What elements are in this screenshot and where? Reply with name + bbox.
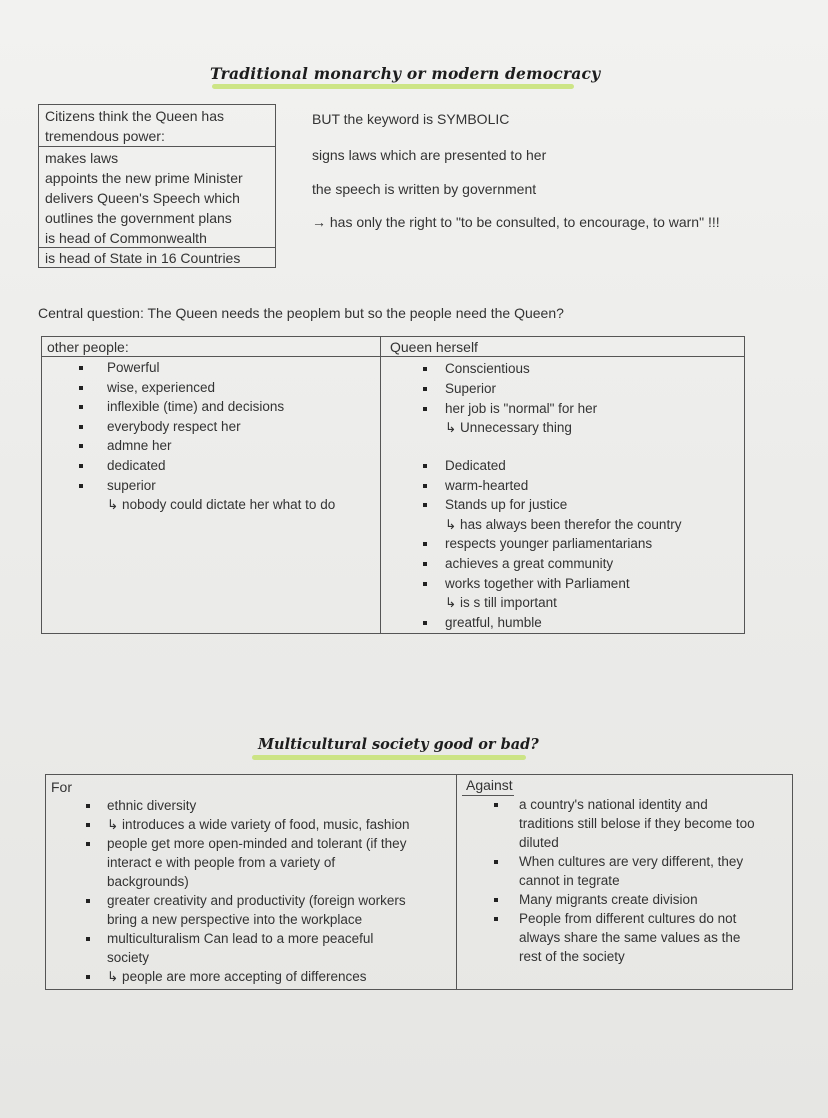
list-item: ↳ has always been therefor the country <box>445 516 682 532</box>
list-item-line: Many migrants create division <box>519 892 698 907</box>
list-item-line: backgrounds) <box>107 874 189 889</box>
list-item: ↳ nobody could dictate her what to do <box>107 497 336 513</box>
list-item-line: People from different cultures do not <box>519 911 737 926</box>
speech-note: the speech is written by government <box>312 181 537 197</box>
bullet-icon <box>423 464 427 468</box>
bullet-icon <box>423 387 427 391</box>
list-item: everybody respect her <box>107 418 241 434</box>
list-item-line: always share the same values as the <box>519 930 741 945</box>
for-header: For <box>51 779 72 795</box>
list-item: ↳ is s till important <box>445 595 557 611</box>
rights-note: → has only the right to "to be consulted, to encourage, to warn" !!! <box>312 214 720 230</box>
title-highlight <box>212 84 574 89</box>
list-item-line: ethnic diversity <box>107 798 197 813</box>
citizens-item: outlines the government plans <box>45 210 232 226</box>
list-item-line: traditions still belose if they become too <box>519 816 755 831</box>
bullet-icon <box>86 823 90 827</box>
list-item-line: rest of the society <box>519 949 625 964</box>
bullet-icon <box>79 386 83 390</box>
list-item: dedicated <box>107 458 166 473</box>
list-item: her job is "normal" for her <box>445 400 598 416</box>
list-item: Powerful <box>107 360 160 375</box>
bullet-icon <box>423 582 427 586</box>
bullet-icon <box>79 484 83 488</box>
list-item: Stands up for justice <box>445 497 568 513</box>
list-item: respects younger parliamentarians <box>445 536 653 552</box>
list-item-line: ↳ introduces a wide variety of food, music, fashion <box>107 817 410 832</box>
bullet-icon <box>79 405 83 409</box>
list-item-line: society <box>107 950 150 965</box>
citizens-header-line-2: tremendous power: <box>45 128 165 144</box>
bullet-icon <box>423 542 427 546</box>
section3-title: Multicultural society good or bad? <box>258 736 539 753</box>
bullet-icon <box>423 367 427 371</box>
section1-title: Traditional monarchy or modern democracy <box>210 64 601 83</box>
citizens-item: appoints the new prime Minister <box>45 170 243 186</box>
citizens-item: is head of State in 16 Countries <box>45 250 241 266</box>
list-item: warm-hearted <box>445 477 529 493</box>
bullet-icon <box>494 803 498 807</box>
bullet-icon <box>86 804 90 808</box>
list-item: wise, experienced <box>107 379 216 395</box>
bullet-icon <box>423 407 427 411</box>
bullet-icon <box>494 898 498 902</box>
central-question: Central question: The Queen needs the peoplem but so the people need the Queen? <box>38 305 564 321</box>
citizens-item: makes laws <box>45 150 119 166</box>
list-item: works together with Parliament <box>445 575 630 591</box>
queen-table-column-rule <box>380 336 381 634</box>
list-item-line: greater creativity and productivity (foreign workers <box>107 893 406 908</box>
citizens-box-divider <box>38 146 276 147</box>
bullet-icon <box>423 503 427 507</box>
list-item: greatful, humble <box>445 614 542 630</box>
list-item: superior <box>107 477 156 493</box>
bullet-icon <box>423 621 427 625</box>
other-people-header: other people: <box>47 339 129 355</box>
against-header-underline <box>462 795 514 796</box>
bullet-icon <box>494 860 498 864</box>
bullet-icon <box>79 425 83 429</box>
bullet-icon <box>79 464 83 468</box>
section3-title-highlight <box>252 755 526 760</box>
queen-herself-header: Queen herself <box>390 339 478 355</box>
list-item-line: a country's national identity and <box>519 797 708 812</box>
against-header: Against <box>466 777 513 793</box>
list-item-line: When cultures are very different, they <box>519 854 744 869</box>
list-item-line: bring a new perspective into the workplace <box>107 912 363 927</box>
list-item: inflexible (time) and decisions <box>107 399 285 415</box>
multicultural-table-column-rule <box>456 774 457 990</box>
bullet-icon <box>423 484 427 488</box>
citizens-header-line-1: Citizens think the Queen has <box>45 108 224 124</box>
bullet-icon <box>86 975 90 979</box>
bullet-icon <box>423 562 427 566</box>
list-item-line: diluted <box>519 835 559 850</box>
bullet-icon <box>494 917 498 921</box>
list-item-line: interact e with people from a variety of <box>107 855 336 870</box>
list-item-line: people get more open-minded and tolerant (if they <box>107 836 407 851</box>
bullet-icon <box>79 366 83 370</box>
list-item: Conscientious <box>445 361 530 376</box>
list-item: admne her <box>107 438 172 454</box>
list-item: achieves a great community <box>445 556 614 571</box>
bullet-icon <box>86 842 90 846</box>
list-item: Superior <box>445 380 497 396</box>
list-item: Dedicated <box>445 458 506 473</box>
list-item: ↳ Unnecessary thing <box>445 420 572 436</box>
list-item-line: ↳ people are more accepting of differences <box>107 969 367 984</box>
bullet-icon <box>86 937 90 941</box>
citizens-item: is head of Commonwealth <box>45 230 207 246</box>
list-item-line: multiculturalism Can lead to a more peaceful <box>107 931 374 946</box>
bullet-icon <box>86 899 90 903</box>
symbolic-note: BUT the keyword is SYMBOLIC <box>312 111 510 127</box>
signs-laws-note: signs laws which are presented to her <box>312 147 547 163</box>
list-item-line: cannot in tegrate <box>519 873 620 888</box>
citizens-item: delivers Queen's Speech which <box>45 190 240 206</box>
bullet-icon <box>79 444 83 448</box>
